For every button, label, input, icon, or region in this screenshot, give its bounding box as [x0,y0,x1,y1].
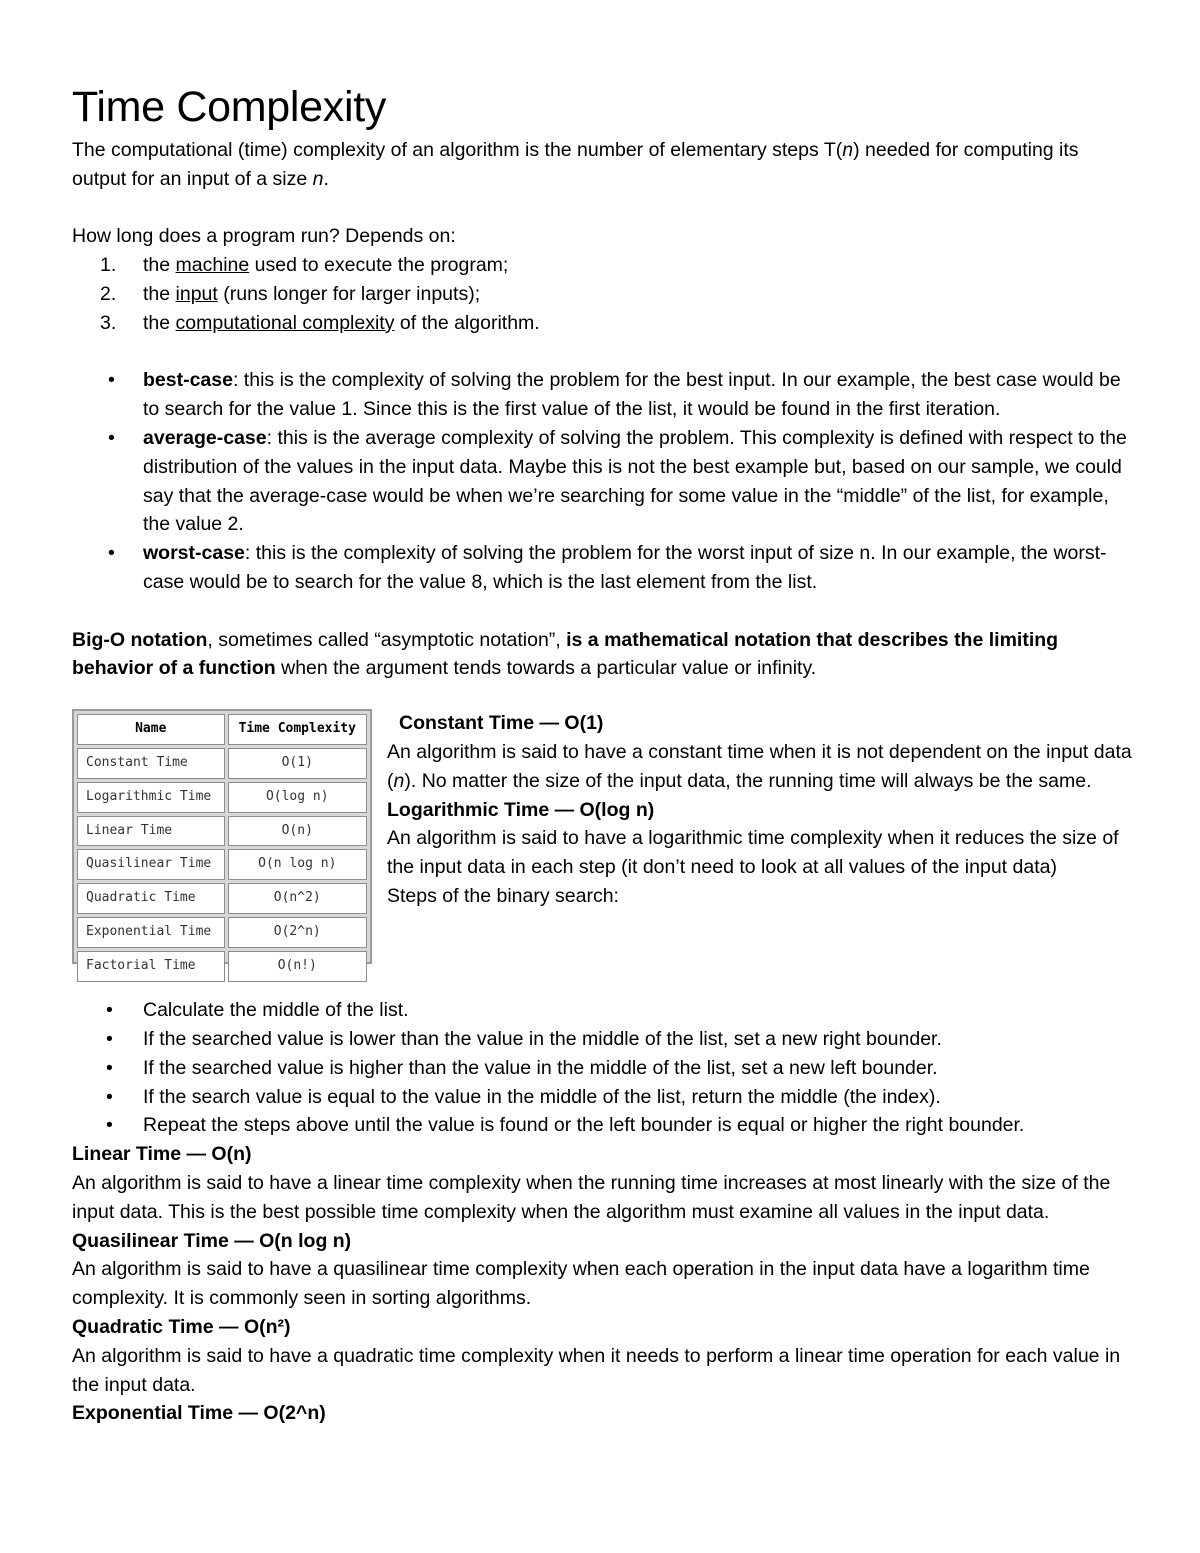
list-item: • If the searched value is lower than the value in the middle of the list, set a new right bounder. [72,1025,1132,1054]
list-item [72,280,1132,309]
list-number: 3. [100,311,117,334]
cell-complexity: O(n log n) [228,849,367,880]
intro-end: . [323,167,329,190]
cell-name: Linear Time [77,816,225,847]
constant-text-1: An algorithm is said to have a constant time when it is not dependent on the input data ( [387,740,1132,792]
linear-paragraph: An algorithm is said to have a linear time complexity when the running time increases at most linearly with the size of the input data. This is the best possible time complexity when the algorithm must examine all values in the input data. [72,1171,1111,1223]
table-header-row [77,714,367,745]
table-row [77,917,367,948]
cell-name: Quasilinear Time [77,849,225,880]
list-item [72,366,1132,424]
case-text: : this is the complexity of solving the problem for the best input. In our example, the best case would be to search for the value 1. Since this is the first value of the list, it would be found in the first iteration. [143,369,1121,421]
bigo-text-1: , sometimes called “asymptotic notation”, [207,628,567,651]
table-row [77,951,367,982]
item-pre: the [143,254,176,277]
case-term: average-case [143,426,267,449]
intro-paragraph [72,136,1132,194]
cell-complexity: O(1) [228,748,367,779]
item-post: (runs longer for larger inputs); [217,282,481,305]
column-header-complexity: Time Complexity [228,714,367,745]
item-pre: the [143,311,176,334]
exponential-heading: Exponential Time — O(2^n) [72,1402,326,1425]
cell-name: Logarithmic Time [77,782,225,813]
bigo-text-2: when the argument tends towards a particular value or infinity. [275,657,817,680]
quadratic-paragraph: An algorithm is said to have a quadratic time complexity when it needs to perform a linear time operation for each value in the input data. [72,1344,1121,1396]
cell-name: Exponential Time [77,917,225,948]
cell-complexity: O(n) [228,816,367,847]
depends-lead: How long does a program run? Depends on: [72,225,456,248]
item-underlined: machine [175,254,250,277]
table-and-text-section [72,709,1132,996]
list-item: • Calculate the middle of the list. [72,996,1132,1025]
table-row [77,782,367,813]
document-page [72,82,1132,1428]
item-post: used to execute the program; [249,254,509,277]
cell-complexity: O(log n) [228,782,367,813]
constant-paragraph [387,738,1137,796]
bigo-term: Big-O notation [72,628,208,651]
binary-search-steps [72,996,1132,1140]
cell-complexity: O(2^n) [228,917,367,948]
complexity-table [74,711,370,984]
cases-list [72,366,1132,596]
list-item [72,539,1132,597]
cell-name: Quadratic Time [77,883,225,914]
intro-text-2: ) needed for computing its output for an input of a size [72,139,1079,190]
cell-name: Factorial Time [77,951,225,982]
intro-n-2: n [312,167,324,190]
constant-n: n [393,769,405,792]
item-underlined: computational complexity [175,311,395,334]
list-item [72,424,1132,539]
cell-complexity: O(n^2) [228,883,367,914]
list-item: • If the searched value is higher than the value in the middle of the list, set a new left bounder. [72,1054,1132,1083]
item-underlined: input [175,282,218,305]
table-row [77,816,367,847]
case-term: worst-case [143,542,245,565]
list-item: • If the search value is equal to the value in the middle of the list, return the middle (the index). [72,1083,1132,1112]
quadratic-heading: Quadratic Time — O(n²) [72,1315,291,1338]
logarithmic-paragraph: An algorithm is said to have a logarithmic time complexity when it reduces the size of the input data in each step (it don’t need to look at all values of the input data) [387,827,1119,879]
quasilinear-paragraph: An algorithm is said to have a quasilinear time complexity when each operation in the input data have a logarithm time complexity. It is commonly seen in sorting algorithms. [72,1258,1090,1310]
page-title: Time Complexity [72,83,387,131]
table-row [77,883,367,914]
case-text: : this is the average complexity of solving the problem. This complexity is defined with respect to the distribution of the values in the input data. Maybe this is not the best example but, based on our sample, we could say that the average-case would be when we’re searching for some value in the “middle” of the list, for example, the value 2. [143,426,1127,536]
cell-name: Constant Time [77,748,225,779]
constant-heading: Constant Time — O(1) [399,712,604,735]
list-item [72,251,1132,280]
complexity-table-image [72,709,372,973]
depends-list [72,251,1132,337]
item-post: of the algorithm. [394,311,540,334]
list-number: 2. [100,282,117,305]
bigo-definition: is a mathematical notation that describes the limiting behavior of a function [72,628,1059,680]
table-row [77,748,367,779]
binary-steps-lead: Steps of the binary search: [387,884,619,907]
cell-complexity: O(n!) [228,951,367,982]
intro-n-1: n [842,139,854,161]
table-row [77,849,367,880]
case-text: : this is the complexity of solving the problem for the worst input of size n. In our example, the worst-case would be to search for the value 8, which is the last element from the list. [143,542,1107,593]
list-number: 1. [100,254,117,277]
constant-text-2: ). No matter the size of the input data, the running time will always be the same. [404,769,1092,792]
logarithmic-heading: Logarithmic Time — O(log n) [387,798,655,821]
complexity-descriptions [387,709,1137,911]
linear-heading: Linear Time — O(n) [72,1143,252,1166]
case-term: best-case [143,369,233,392]
bigo-paragraph [72,626,1132,684]
column-header-name: Name [77,714,225,745]
intro-text-1: The computational (time) complexity of an algorithm is the number of elementary steps T( [72,139,843,161]
list-item [72,309,1132,338]
quasilinear-heading: Quasilinear Time — O(n log n) [72,1229,352,1252]
item-pre: the [143,282,176,305]
list-item: • Repeat the steps above until the value is found or the left bounder is equal or higher the right bounder. [72,1111,1132,1140]
